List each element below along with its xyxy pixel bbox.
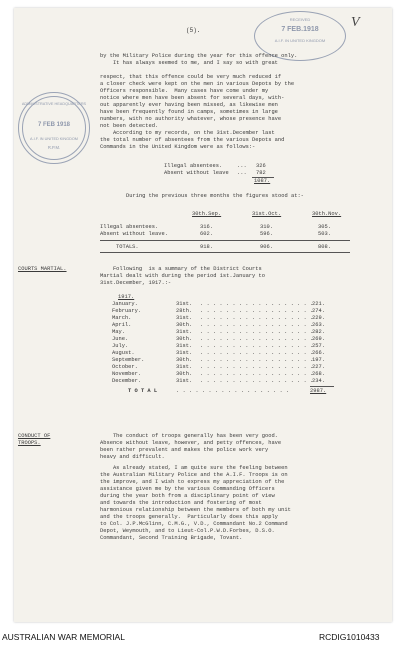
prev-totals-label: TOTALS. — [116, 244, 139, 250]
cm-year: 1917. — [118, 294, 135, 300]
para1-line-10: According to my records, on the 31st.December last — [100, 130, 275, 136]
cm-intro-1: Martial dealt with during the period 1st.January to — [100, 273, 265, 279]
cm-month: January. — [112, 301, 138, 307]
cm-month: June. — [112, 336, 129, 342]
prev-header-2: 30th.Nov. — [312, 211, 342, 217]
cm-month: August. — [112, 350, 135, 356]
hq-stamp-bottom-text: A.I.F. IN UNITED KINGDOM — [30, 137, 78, 141]
prev-total-1: 906. — [260, 244, 273, 250]
cm-leader-dots: . . . . . . . . . . . . . . . . . . — [200, 315, 314, 321]
cm-day: 31st. — [176, 315, 193, 321]
conduct-line: and the troops generally. Particularly does this apply — [100, 514, 278, 520]
prev-row-1-v2: 503. — [318, 231, 331, 237]
cm-total-label: T O T A L — [128, 388, 158, 394]
para1-line-12: Commands in the United Kingdom were as follows:- — [100, 144, 256, 150]
conduct-line: assistance given me by the various Commanding Officers — [100, 486, 275, 492]
cm-day: 31st. — [176, 301, 193, 307]
conduct-heading-0: CONDUCT OF — [18, 433, 51, 439]
absentees-value-0: 326 — [256, 163, 266, 169]
cm-value: 268. — [312, 371, 325, 377]
cm-month: October. — [112, 364, 138, 370]
conduct-line: Commandant, Second Training Brigade, Tovant. — [100, 535, 243, 541]
para1-line-4: Officers responsible. Many cases have come under my — [100, 88, 269, 94]
conduct-line: Absence without leave, however, and petty offences, have — [100, 440, 282, 446]
para1-line-8: numbers, with no authority whatever, whose presence have — [100, 116, 282, 122]
footer-source: AUSTRALIAN WAR MEMORIAL — [2, 632, 125, 642]
cm-day: 31st. — [176, 329, 193, 335]
cm-leader-dots: . . . . . . . . . . . . . . . . . . — [200, 308, 314, 314]
cm-value: 282. — [312, 329, 325, 335]
cm-leader-dots: . . . . . . . . . . . . . . . . . . — [200, 371, 314, 377]
cm-day: 30th. — [176, 357, 193, 363]
prev-row-1-v0: 602. — [200, 231, 213, 237]
cm-value: 227. — [312, 364, 325, 370]
conduct-line: to Col. J.P.McGlinn, C.M.G., V.D., Commandant No.2 Command — [100, 521, 288, 527]
conduct-line: Depot, Weymouth, and to Lieut-Col.P.W.D.Forbes, D.S.O. — [100, 528, 275, 534]
conduct-line: the improve, and I wish to express my appreciation of the — [100, 479, 285, 485]
para1-line-2: respect, that this offence could be very much reduced if — [100, 74, 282, 80]
headquarters-stamp — [18, 92, 90, 164]
prev-row-0-v2: 305. — [318, 224, 331, 230]
para1-line-6: out apparently ever having been missed, as likewise men — [100, 102, 278, 108]
cm-month: July. — [112, 343, 129, 349]
cm-month: April. — [112, 322, 132, 328]
cm-leader-dots: . . . . . . . . . . . . . . . . . . — [200, 343, 314, 349]
page-number: (5). — [186, 27, 201, 34]
cm-value: 221. — [312, 301, 325, 307]
cm-day: 30th. — [176, 371, 193, 377]
cm-leader-dots: . . . . . . . . . . . . . . . . . . — [200, 350, 314, 356]
cm-value: 263. — [312, 322, 325, 328]
prev-row-label-1: Absent without leave. — [100, 231, 168, 237]
cm-value: 266. — [312, 350, 325, 356]
cm-month: February. — [112, 308, 142, 314]
prev-row-label-0: Illegal absentees. — [100, 224, 159, 230]
para1-line-9: not been detected. — [100, 123, 159, 129]
cm-intro-0: Following is a summary of the District Courts — [100, 266, 262, 272]
absentees-label-1: Absent without leave — [164, 170, 229, 176]
conduct-line: The conduct of troops generally has been very good. — [100, 433, 278, 439]
cm-month: November. — [112, 371, 142, 377]
para1-line-0: by the Military Police during the year for this offence only. — [100, 53, 298, 59]
para1-line-5: notice where men have been absent for several days, with- — [100, 95, 285, 101]
prev-total-2: 808. — [318, 244, 331, 250]
para1-line-7: have been frequently found in camps, sometimes in large — [100, 109, 278, 115]
cm-total-value: 2987. — [310, 388, 327, 394]
cm-leader-dots: . . . . . . . . . . . . . . . . . . — [200, 357, 314, 363]
cm-day: 31st. — [176, 343, 193, 349]
cm-day: 31st. — [176, 364, 193, 370]
prev-intro: During the previous three months the figures stood at:- — [126, 193, 304, 199]
cm-day: 31st. — [176, 350, 193, 356]
prev-row-1-v1: 596. — [260, 231, 273, 237]
conduct-line: the Australian Military Police and the A.I.F. Troops is on — [100, 472, 288, 478]
cm-month: September. — [112, 357, 145, 363]
absentees-value-1: 782 — [256, 170, 266, 176]
cm-month: December. — [112, 378, 142, 384]
conduct-line: during the year both from a disciplinary point of view — [100, 493, 275, 499]
absentees-total: 1087. — [254, 178, 271, 184]
cm-day: 28th. — [176, 308, 193, 314]
courts-martial-heading: COURTS MARTIAL. — [18, 266, 67, 272]
conduct-line: and towards the introduction and fostering of most — [100, 500, 262, 506]
prev-header-1: 31st.Oct. — [252, 211, 282, 217]
cm-value: 274. — [312, 308, 325, 314]
cm-month: May. — [112, 329, 125, 335]
cm-intro-2: 31st.December, 1917.:- — [100, 280, 172, 286]
cm-leader-dots: . . . . . . . . . . . . . . . . . . — [200, 329, 314, 335]
cm-value: 269. — [312, 336, 325, 342]
absentees-label-0: Illegal absentees. — [164, 163, 223, 169]
cm-day: 30th. — [176, 322, 193, 328]
cm-value: 234. — [312, 378, 325, 384]
cm-leader-dots: . . . . . . . . . . . . . . . . . . — [200, 301, 314, 307]
cm-leader-dots: . . . . . . . . . . . . . . . . . . — [200, 378, 314, 384]
prev-row-0-v1: 310. — [260, 224, 273, 230]
footer-reference: RCDIG1010433 — [319, 632, 380, 642]
prev-header-0: 30th.Sep. — [192, 211, 222, 217]
received-stamp-line3: A.I.F. IN UNITED KINGDOM — [274, 38, 326, 43]
hq-stamp-date: 7 FEB 1918 — [37, 122, 71, 128]
para1-line-11: the total number of absentees from the various Depots and — [100, 137, 285, 143]
conduct-line: been rather prevalent and makes the police work very — [100, 447, 269, 453]
cm-day: 31st. — [176, 378, 193, 384]
prev-total-0: 918. — [200, 244, 213, 250]
conduct-line: harmonious relationship between the members of both my unit — [100, 507, 291, 513]
handwritten-mark: V — [351, 15, 360, 30]
conduct-heading-1: TROOPS. — [18, 440, 41, 446]
cm-value: 197. — [312, 357, 325, 363]
prev-row-0-v0: 316. — [200, 224, 213, 230]
received-stamp-date: 7 FEB.1918 — [281, 26, 319, 33]
received-stamp-line1: RECEIVED — [289, 17, 311, 22]
hq-stamp-top-text: ADMINISTRATIVE HEADQUARTERS — [21, 102, 87, 106]
para1-line-3: a closer check were kept on the men in various Depots by the — [100, 81, 295, 87]
cm-day: 30th. — [176, 336, 193, 342]
conduct-line: As already stated, I am quite sure the feeling between — [100, 465, 288, 471]
cm-value: 257. — [312, 343, 325, 349]
document-page: (5). V RECEIVED 7 FEB.1918 A.I.F. IN UNITED KINGDOM ADMINISTRATIVE HEADQUARTERS 7 FEB 1918 A.I.F. IN UNITED KINGDOM R.P.M. by the Military Police during the year for this offence only. It has always seemed to me, and I say so with great respect, that this offence could be very much reduced if a closer check were kept on the men in various Depots by the Officers responsible. Many cases have come under my notice where men have been absent for several days, with- out apparently ever having been missed, as likewise men have been frequently found in camps, sometimes in large numbers, with no authority whatever, whose presence have not been detected. According to my records, on the 31st.December last the total number of absentees from the various Depots and Commands in the United Kingdom were as follows:- Illegal absentees. ... 326 Absent without leave ... 782 1087. During the previous three months the figures stood at:- 30th.Sep. 31st.Oct. 30th.Nov. Illegal absentees. 316. 310. 305. Absent without leave. 602. 596. 503. TOTALS. 918. 906. 808. COURTS MARTIAL. Following is a summary of the District Courts Martial dealt with during the period 1st.January to 31st.December, 1917.:- 1917. January. 31st. . . . . . . . . . . . . . . . . . . 221. February. 28th. . . . . . . . . . . . . . . . . . . 274. March. 31st. . . . . . . . . . . . . . . . . . . 229. April. 30th. . . . . . . . . . . . . . . . . . . 263. May. 31st. . . . . . . . . . . . . . . . . . . 282. June. 30th. . . . . . . . . . . . . . . . . . . 269. July. 31st. . . . . . . . . . . . . . . . . . . 257. August. 31st. . . . . . . . . . . . . . . . . . . 266. September. 30th. . . . . . . . . . . . . . . . . . . 197. October. 31st. . . . . . . . . . . . . . . . . . . 227. November. 30th. . . . . . . . . . . . . . . . . . . 268. December. 31st. . . . . . . . . . . . . . . . . . . 234. T O T A L . . . . . . . . . . . . . . . . . . 2987. CONDUCT OF TROOPS. The conduct of troops generally has been very good. Absence without leave, however, and petty offences, have been rather prevalent and makes the police work very heavy and difficult. As already stated, I am quite sure the feeling between the Australian Military Police and the A.I.F. Troops is on the improve, and I wish to express my appreciation of the assistance given me by the various Commanding Officers during the year both from a disciplinary point of view and towards the introduction and fostering of most harmonious relationship between the members of both my unit and the troops generally. Particularly does this apply to Col. J.P.McGlinn, C.M.G., V.D., Commandant No.2 Command Depot, Weymouth, and to Lieut-Col.P.W.D.Forbes, D.S.O. Commandant, Second Training Brigade, Tovant. — [14, 8, 392, 622]
hq-stamp-code: R.P.M. — [47, 145, 61, 150]
cm-leader-dots: . . . . . . . . . . . . . . . . . . — [200, 336, 314, 342]
cm-leader-dots: . . . . . . . . . . . . . . . . . . — [200, 322, 314, 328]
cm-value: 229. — [312, 315, 325, 321]
cm-month: March. — [112, 315, 132, 321]
para1-line-1: It has always seemed to me, and I say so with great — [100, 60, 278, 66]
cm-leader-dots: . . . . . . . . . . . . . . . . . . — [200, 364, 314, 370]
conduct-line: heavy and difficult. — [100, 454, 165, 460]
